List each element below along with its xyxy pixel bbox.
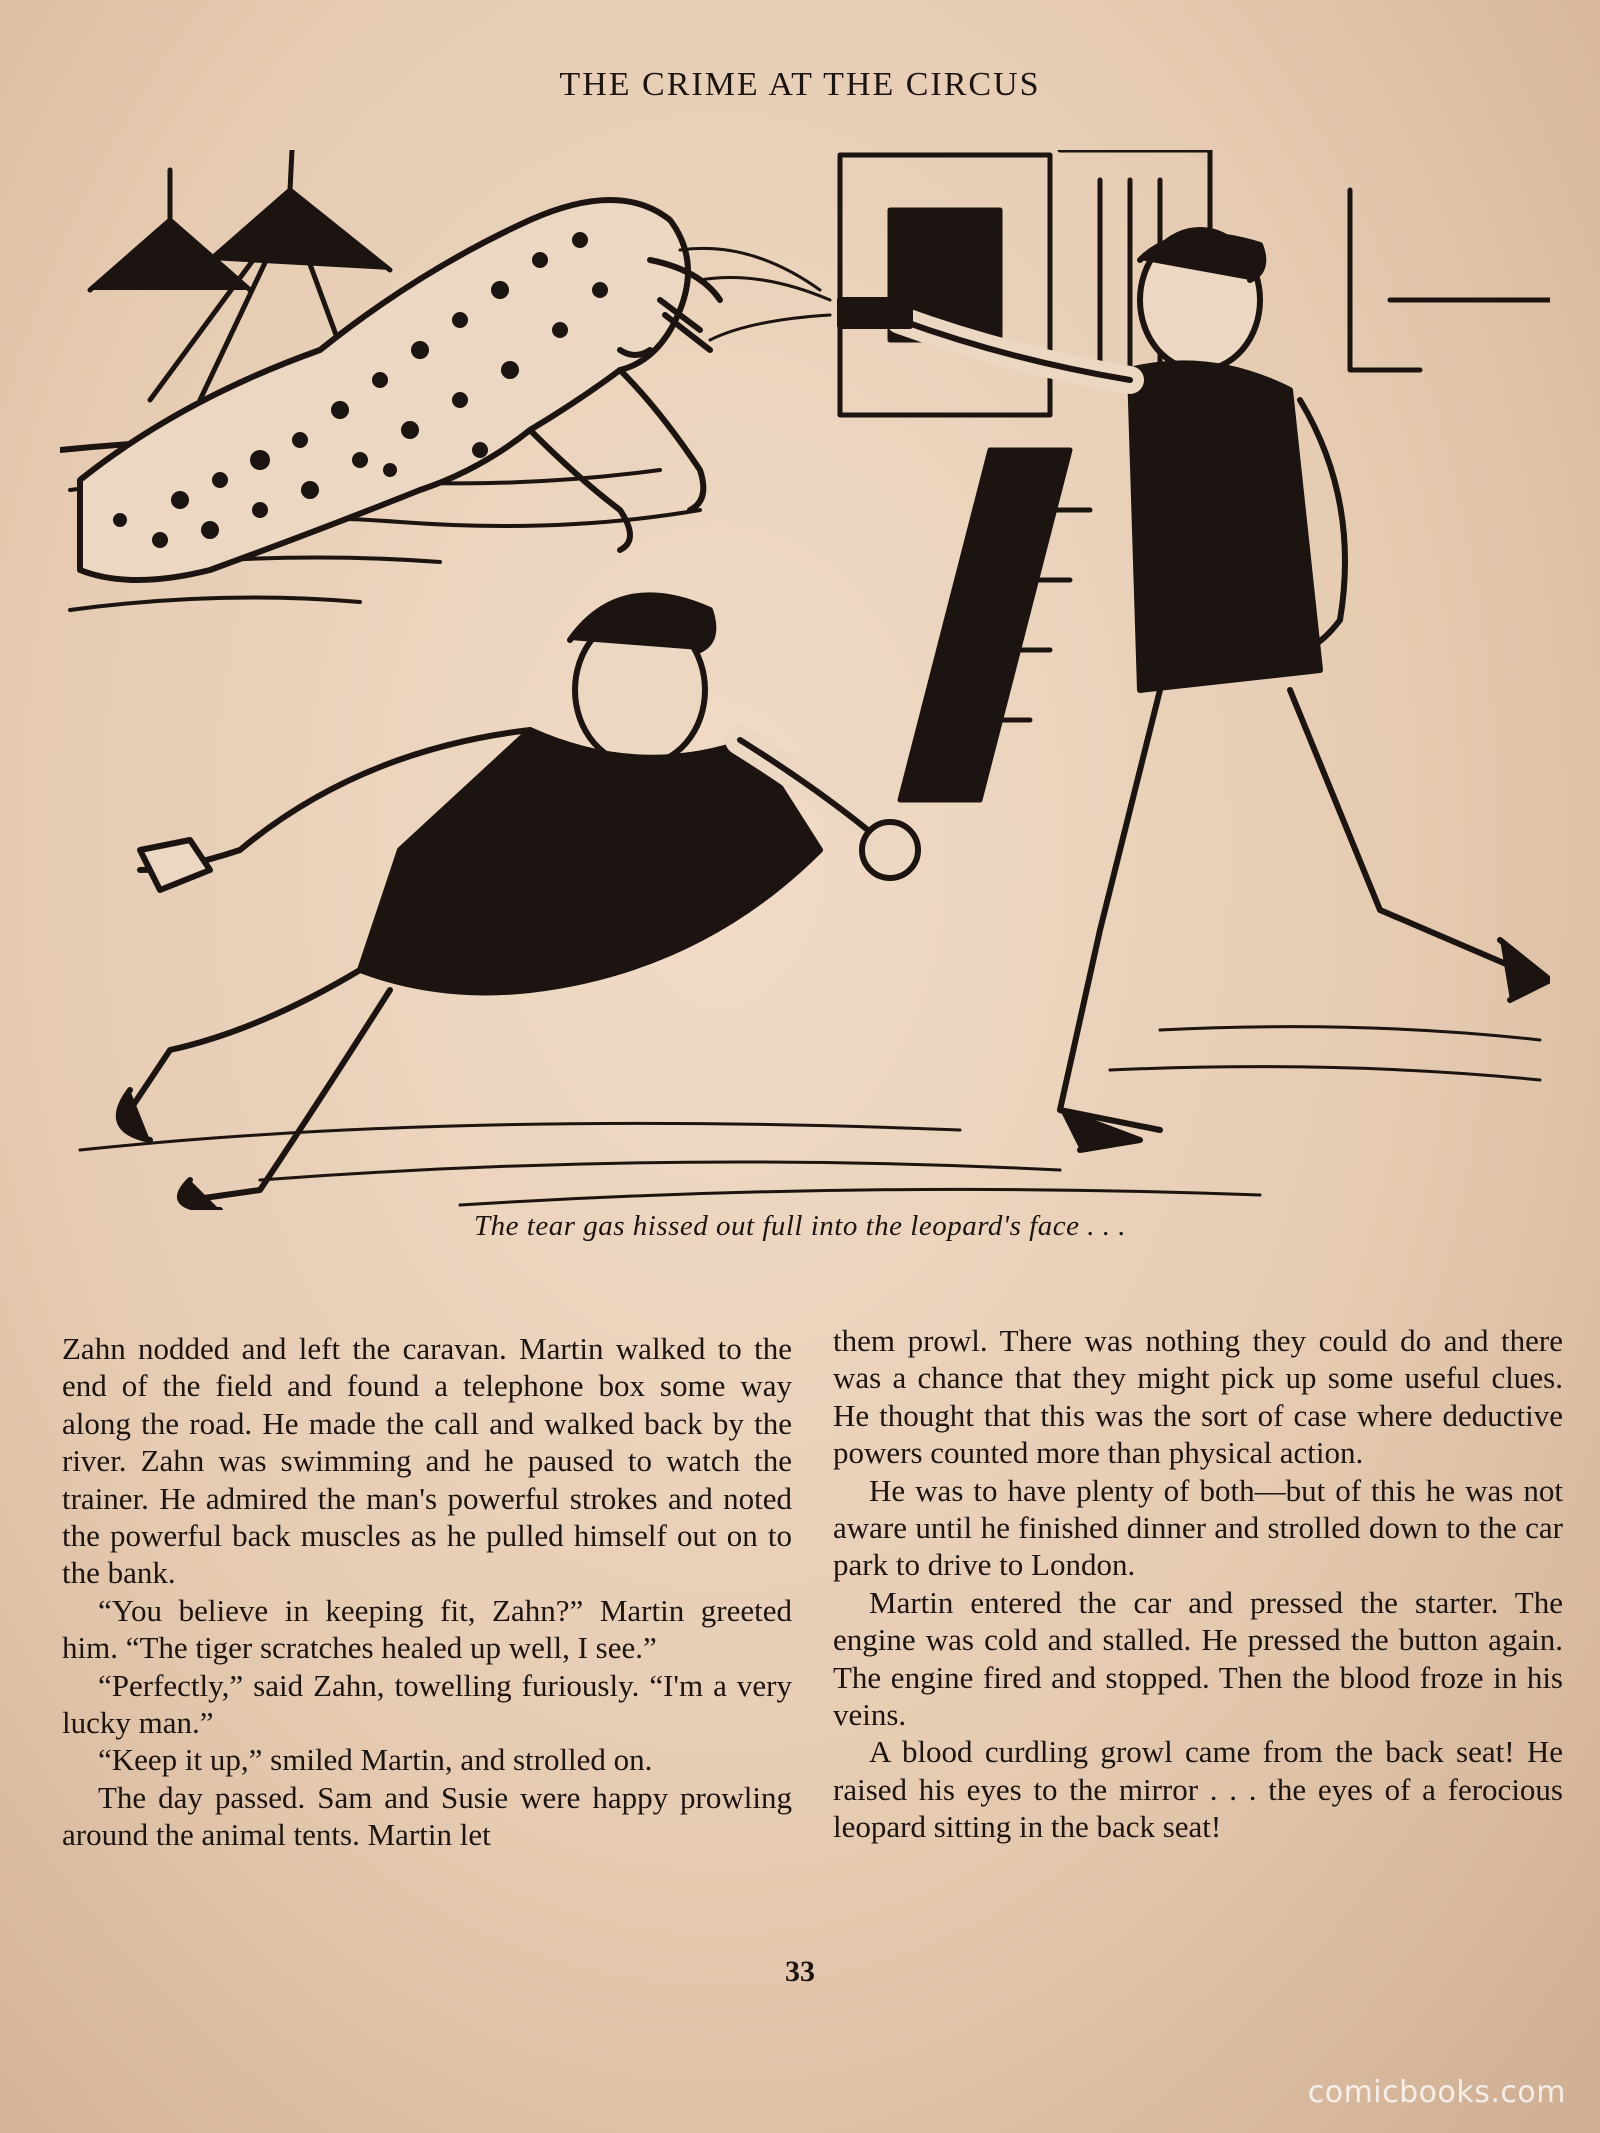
ground-hatching (80, 1027, 1540, 1205)
site-watermark: comicbooks.com (1307, 2075, 1566, 2110)
running-title: THE CRIME AT THE CIRCUS (559, 66, 1041, 103)
ink-illustration (60, 150, 1550, 1210)
caravan-steps (900, 450, 1090, 800)
paragraph: The day passed. Sam and Susie were happy prowling around the animal tents. Martin let (62, 1779, 792, 1853)
paragraph: A blood curdling growl came from the back seat! He raised his eyes to the mirror . . . the eyes of a ferocious leopard sitting in the back seat! (833, 1734, 1563, 1845)
paragraph: “Keep it up,” smiled Martin, and strolled on. (98, 1742, 653, 1778)
paragraph: Zahn nodded and left the caravan. Martin walked to the end of the field and found a telephone box some way along the road. He made the call and walked back by the river. Zahn was swimming and he paused to watch the trainer. He admired the man's powerful strokes and noted the powerful back muscles as he pulled himself out on to the bank. (62, 1331, 792, 1591)
illustration-drawing (60, 150, 1550, 1210)
diving-man (119, 595, 918, 1210)
paragraph: He was to have plenty of both—but of this he was not aware until he finished dinner and strolled down to the car park to drive to London. (833, 1472, 1563, 1583)
page-number: 33 (785, 1955, 815, 1988)
illustration-caption: The tear gas hissed out full into the leopard's face . . . (474, 1210, 1126, 1242)
paragraph: “Perfectly,” said Zahn, towelling furiously. “I'm a very lucky man.” (62, 1667, 792, 1741)
paragraph: them prowl. There was nothing they could do and there was a chance that they might pick up some useful clues. He thought that this was the sort of case where deductive powers counted more than physical action. (833, 1323, 1563, 1471)
gas-spray (680, 248, 830, 340)
right-text-column (833, 1322, 1563, 1846)
left-text-column (62, 1330, 792, 1854)
paragraph: “You believe in keeping fit, Zahn?” Martin greeted him. “The tiger scratches healed up well, I see.” (62, 1592, 792, 1666)
paragraph: Martin entered the car and pressed the starter. The engine was cold and stalled. He pressed the button again. The engine fired and stopped. Then the blood froze in his veins. (833, 1584, 1563, 1733)
